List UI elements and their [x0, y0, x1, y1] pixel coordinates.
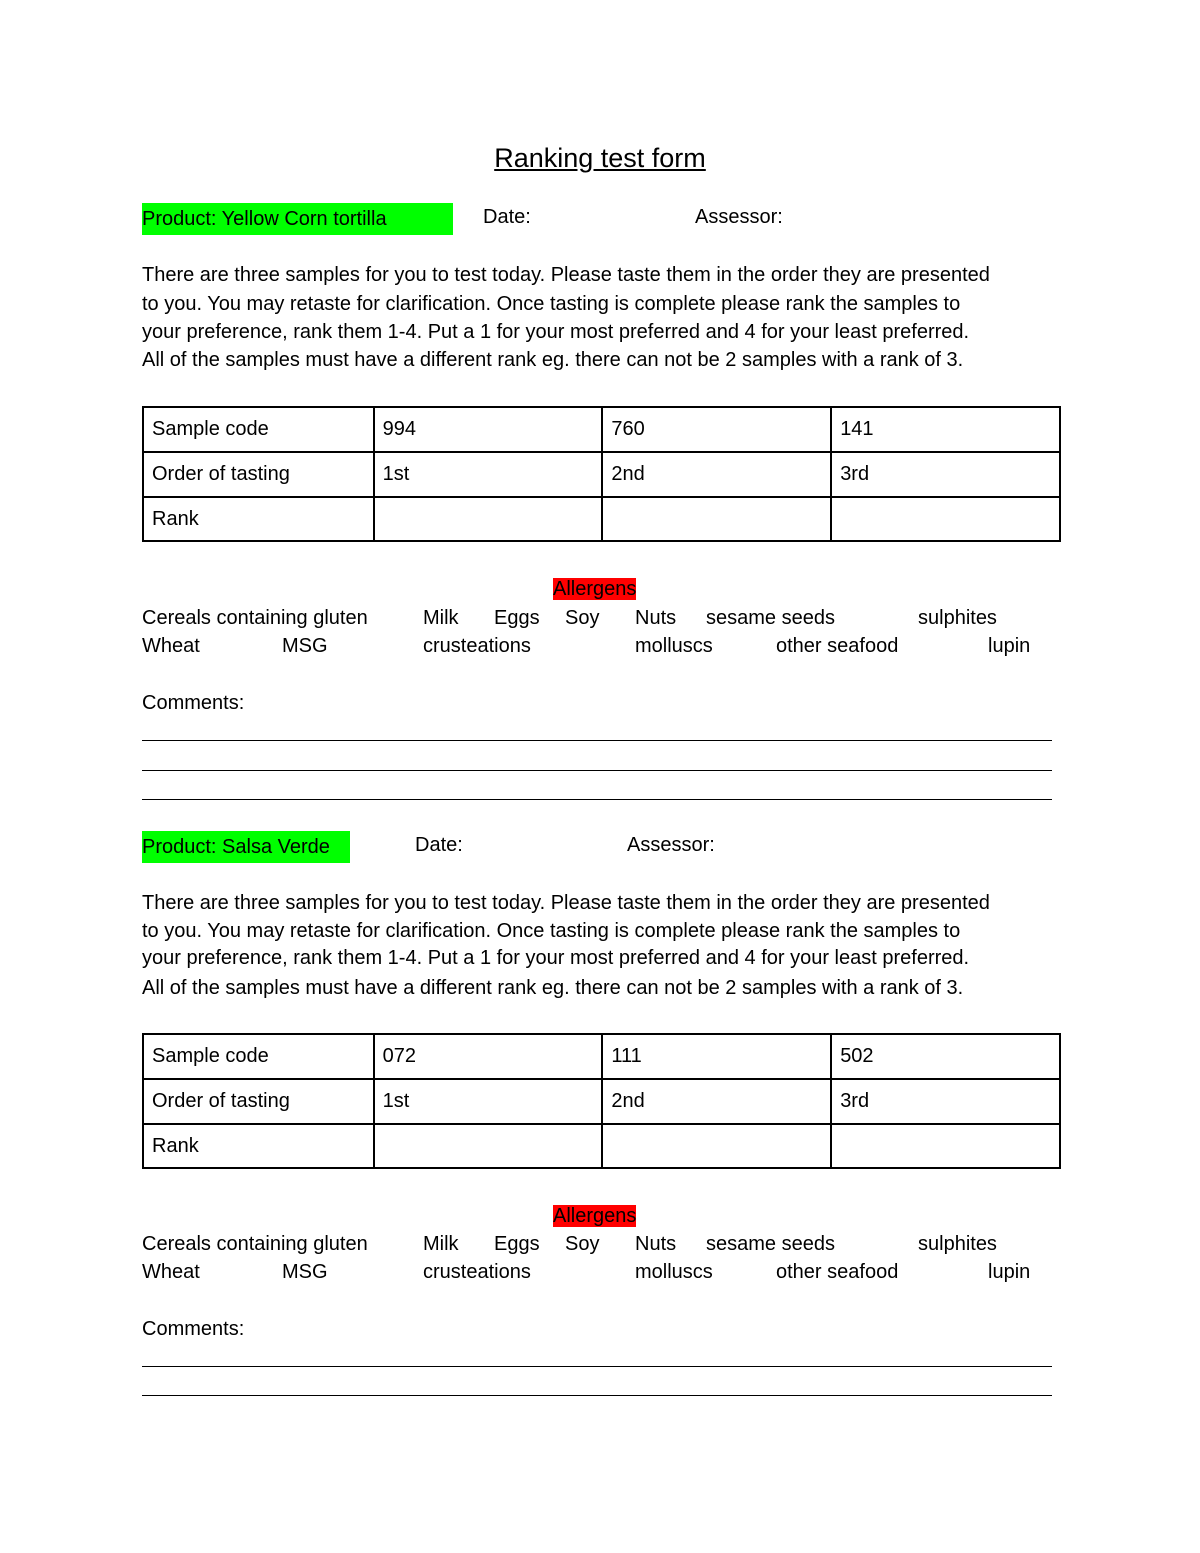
- table-cell: 3rd: [831, 1079, 1060, 1124]
- table-row: [143, 407, 1060, 452]
- table-cell: 3rd: [831, 452, 1060, 497]
- table-cell: 141: [831, 407, 1060, 452]
- table-row: [143, 1124, 1060, 1168]
- rank-input-cell[interactable]: [831, 1124, 1060, 1168]
- table-cell-header: Order of tasting: [143, 452, 374, 497]
- instruction-line: There are three samples for you to test today. Please taste them in the order they are presented: [142, 264, 990, 286]
- allergen-item: Cereals containing gluten: [142, 607, 368, 629]
- allergen-item: lupin: [988, 635, 1031, 657]
- rank-input-cell[interactable]: [831, 497, 1060, 541]
- allergen-item: Eggs: [494, 1233, 540, 1255]
- assessor-label: Assessor:: [627, 834, 715, 856]
- allergen-item: sulphites: [918, 1233, 997, 1255]
- comment-line[interactable]: [142, 1366, 1052, 1367]
- allergen-item: Wheat: [142, 635, 200, 657]
- table-cell: 1st: [374, 1079, 603, 1124]
- comment-line[interactable]: [142, 799, 1052, 800]
- rank-input-cell[interactable]: [602, 1124, 831, 1168]
- allergen-item: crusteations: [423, 635, 531, 657]
- allergen-item: Nuts: [635, 607, 677, 629]
- table-cell: 994: [374, 407, 603, 452]
- allergen-item: molluscs: [635, 1261, 713, 1283]
- allergen-item: MSG: [282, 635, 328, 657]
- instruction-line: There are three samples for you to test today. Please taste them in the order they are presented: [142, 892, 990, 914]
- table-row: [143, 497, 1060, 541]
- comments-label: Comments:: [142, 1318, 245, 1340]
- assessor-label: Assessor:: [695, 206, 783, 228]
- allergen-item: MSG: [282, 1261, 328, 1283]
- table-cell-header: Rank: [143, 1124, 374, 1168]
- product-label: Product: Salsa Verde: [142, 831, 350, 863]
- comment-line[interactable]: [142, 770, 1052, 771]
- date-label: Date:: [483, 206, 531, 228]
- allergen-item: other seafood: [776, 635, 899, 657]
- table-cell: 2nd: [602, 1079, 831, 1124]
- allergen-item: Milk: [423, 1233, 459, 1255]
- table-row: [143, 1079, 1060, 1124]
- allergen-item: lupin: [988, 1261, 1031, 1283]
- allergen-item: Nuts: [635, 1233, 677, 1255]
- table-cell: 502: [831, 1034, 1060, 1079]
- allergen-item: Wheat: [142, 1261, 200, 1283]
- table-cell: 2nd: [602, 452, 831, 497]
- sample-table: [142, 406, 1061, 542]
- allergen-item: sulphites: [918, 607, 997, 629]
- date-label: Date:: [415, 834, 463, 856]
- instruction-line: to you. You may retaste for clarification. Once tasting is complete please rank the samples to: [142, 920, 961, 942]
- table-cell: 1st: [374, 452, 603, 497]
- table-row: [143, 452, 1060, 497]
- table-row: [143, 1034, 1060, 1079]
- instruction-line: to you. You may retaste for clarification. Once tasting is complete please rank the samples to: [142, 293, 961, 315]
- comment-line[interactable]: [142, 740, 1052, 741]
- allergen-item: Soy: [565, 1233, 600, 1255]
- instruction-line: All of the samples must have a different rank eg. there can not be 2 samples with a rank of 3.: [142, 349, 964, 371]
- allergen-item: molluscs: [635, 635, 713, 657]
- table-cell-header: Sample code: [143, 407, 374, 452]
- table-cell: 760: [602, 407, 831, 452]
- table-cell-header: Rank: [143, 497, 374, 541]
- allergen-item: sesame seeds: [706, 1233, 835, 1255]
- allergen-item: other seafood: [776, 1261, 899, 1283]
- instruction-line: All of the samples must have a different rank eg. there can not be 2 samples with a rank of 3.: [142, 977, 964, 999]
- rank-input-cell[interactable]: [374, 1124, 603, 1168]
- allergens-heading: Allergens: [553, 1205, 637, 1227]
- rank-input-cell[interactable]: [602, 497, 831, 541]
- allergens-heading: Allergens: [553, 578, 637, 600]
- allergen-item: Milk: [423, 607, 459, 629]
- comments-label: Comments:: [142, 692, 245, 714]
- table-cell: 072: [374, 1034, 603, 1079]
- allergen-item: Cereals containing gluten: [142, 1233, 368, 1255]
- product-label: Product: Yellow Corn tortilla: [142, 203, 453, 235]
- allergen-item: Eggs: [494, 607, 540, 629]
- rank-input-cell[interactable]: [374, 497, 603, 541]
- allergen-item: sesame seeds: [706, 607, 835, 629]
- table-cell-header: Order of tasting: [143, 1079, 374, 1124]
- allergen-item: Soy: [565, 607, 600, 629]
- allergen-item: crusteations: [423, 1261, 531, 1283]
- table-cell: 111: [602, 1034, 831, 1079]
- instruction-line: your preference, rank them 1-4. Put a 1 for your most preferred and 4 for your least preferred.: [142, 947, 970, 969]
- table-cell-header: Sample code: [143, 1034, 374, 1079]
- sample-table: [142, 1033, 1061, 1169]
- instruction-line: your preference, rank them 1-4. Put a 1 for your most preferred and 4 for your least preferred.: [142, 321, 970, 343]
- comment-line[interactable]: [142, 1395, 1052, 1396]
- page-title: Ranking test form: [494, 143, 706, 173]
